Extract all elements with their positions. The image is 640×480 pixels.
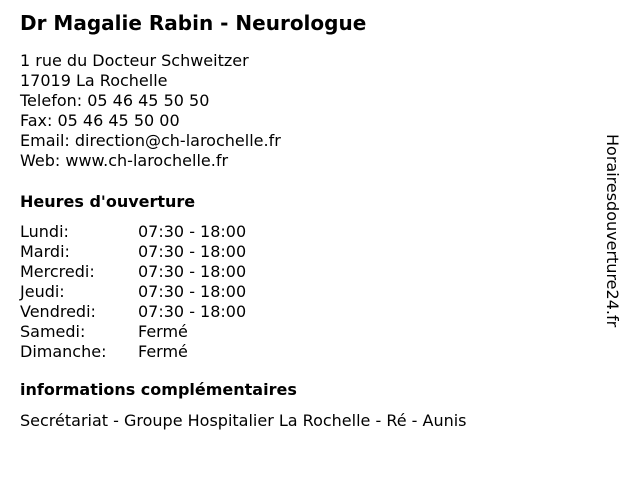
hours-row-saturday (20, 322, 246, 342)
opening-hours-heading: Heures d'ouverture (20, 192, 196, 211)
hours-row-friday (20, 302, 246, 322)
opening-hours-table (20, 222, 246, 362)
additional-info-heading: informations complémentaires (20, 380, 297, 399)
page-title: Dr Magalie Rabin - Neurologue (20, 11, 367, 35)
day-label: Jeudi: (20, 282, 65, 301)
contact-block (20, 51, 600, 171)
additional-info-text: Secrétariat - Groupe Hospitalier La Rochelle - Ré - Aunis (20, 411, 467, 430)
site-watermark: Horairesdouverture24.fr (603, 134, 622, 328)
hours-row-monday (20, 222, 246, 242)
day-hours: Fermé (138, 322, 188, 341)
day-label: Vendredi: (20, 302, 96, 321)
day-label: Dimanche: (20, 342, 107, 361)
day-hours: 07:30 - 18:00 (138, 262, 247, 281)
fax-number: Fax: 05 46 45 50 00 (20, 111, 180, 130)
hours-row-sunday (20, 342, 246, 362)
day-hours: Fermé (138, 342, 188, 361)
phone-number: Telefon: 05 46 45 50 50 (20, 91, 210, 110)
day-label: Samedi: (20, 322, 86, 341)
practice-card (20, 10, 600, 431)
hours-row-tuesday (20, 242, 246, 262)
day-hours: 07:30 - 18:00 (138, 242, 247, 261)
street-address: 1 rue du Docteur Schweitzer (20, 51, 249, 70)
email-address: Email: direction@ch-larochelle.fr (20, 131, 281, 150)
day-hours: 07:30 - 18:00 (138, 302, 247, 321)
city-postal-code: 17019 La Rochelle (20, 71, 168, 90)
day-label: Mardi: (20, 242, 70, 261)
day-label: Mercredi: (20, 262, 95, 281)
hours-row-wednesday (20, 262, 246, 282)
day-hours: 07:30 - 18:00 (138, 282, 247, 301)
hours-row-thursday (20, 282, 246, 302)
day-hours: 07:30 - 18:00 (138, 222, 247, 241)
website-address: Web: www.ch-larochelle.fr (20, 151, 229, 170)
day-label: Lundi: (20, 222, 69, 241)
